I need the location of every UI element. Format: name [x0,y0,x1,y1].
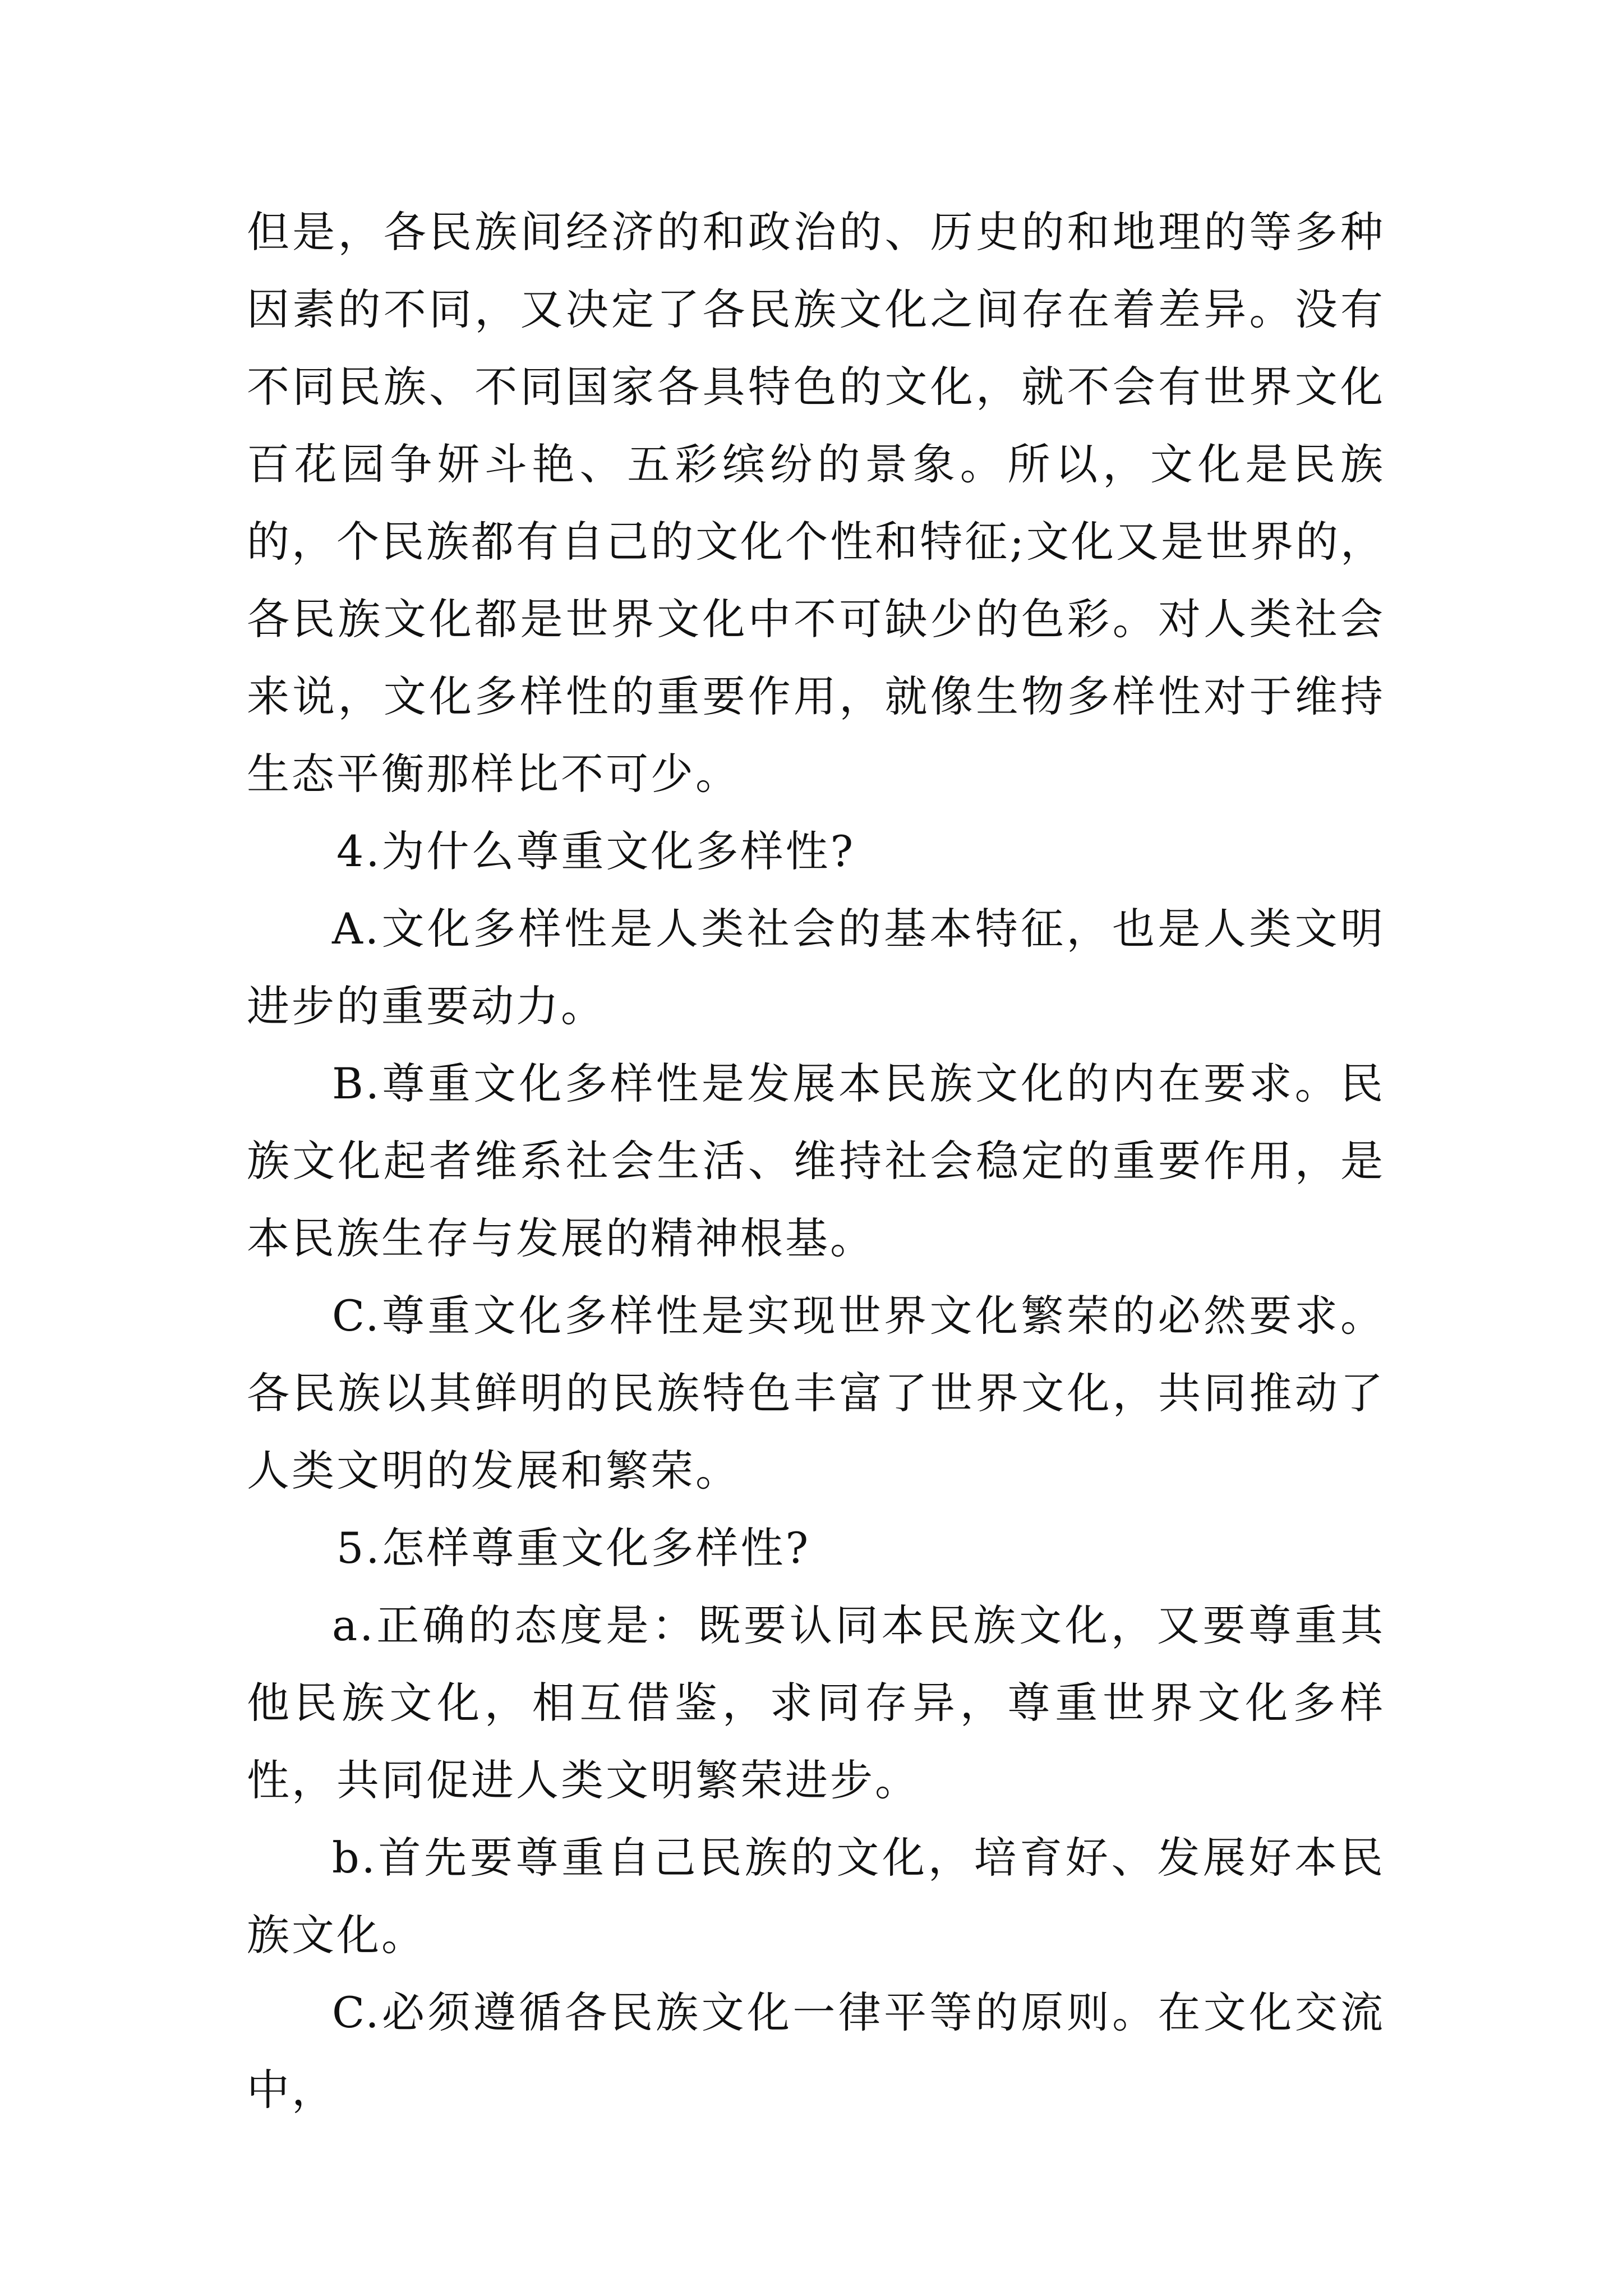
answer-4-c: C.尊重文化多样性是实现世界文化繁荣的必然要求。各民族以其鲜明的民族特色丰富了世界文化，共同推动了人类文明的发展和繁荣。 [247,1291,1385,1496]
answer-4-a: A.文化多样性是人类社会的基本特征，也是人类文明进步的重要动力。 [247,904,1385,1031]
answer-5-b: b.首先要尊重自己民族的文化，培育好、发展好本民族文化。 [247,1833,1385,1960]
document-body [247,194,1385,2129]
answer-4-b: B.尊重文化多样性是发展本民族文化的内在要求。民族文化起者维系社会生活、维持社会稳定的重要作用，是本民族生存与发展的精神根基。 [247,1059,1385,1263]
question-5-heading: 5.怎样尊重文化多样性? [336,1523,811,1573]
paragraph-cultural-diversity-intro: 但是，各民族间经济的和政治的、历史的和地理的等多种因素的不同，又决定了各民族文化之间存在着差异。没有不同民族、不同国家各具特色的文化，就不会有世界文化百花园争妍斗艳、五彩缤纷的景象。所以，文化是民族的，个民族都有自己的文化个性和特征;文化又是世界的，各民族文化都是世界文化中不可缺少的色彩。对人类社会来说，文化多样性的重要作用，就像生物多样性对于维持生态平衡那样比不可少。 [247,207,1385,799]
answer-5-a: a.正确的态度是：既要认同本民族文化，又要尊重其他民族文化，相互借鉴，求同存异，尊重世界文化多样性，共同促进人类文明繁荣进步。 [247,1600,1385,1805]
answer-5-c: C.必须遵循各民族文化一律平等的原则。在文化交流中， [247,1987,1385,2115]
question-4-heading: 4.为什么尊重文化多样性? [336,826,856,876]
